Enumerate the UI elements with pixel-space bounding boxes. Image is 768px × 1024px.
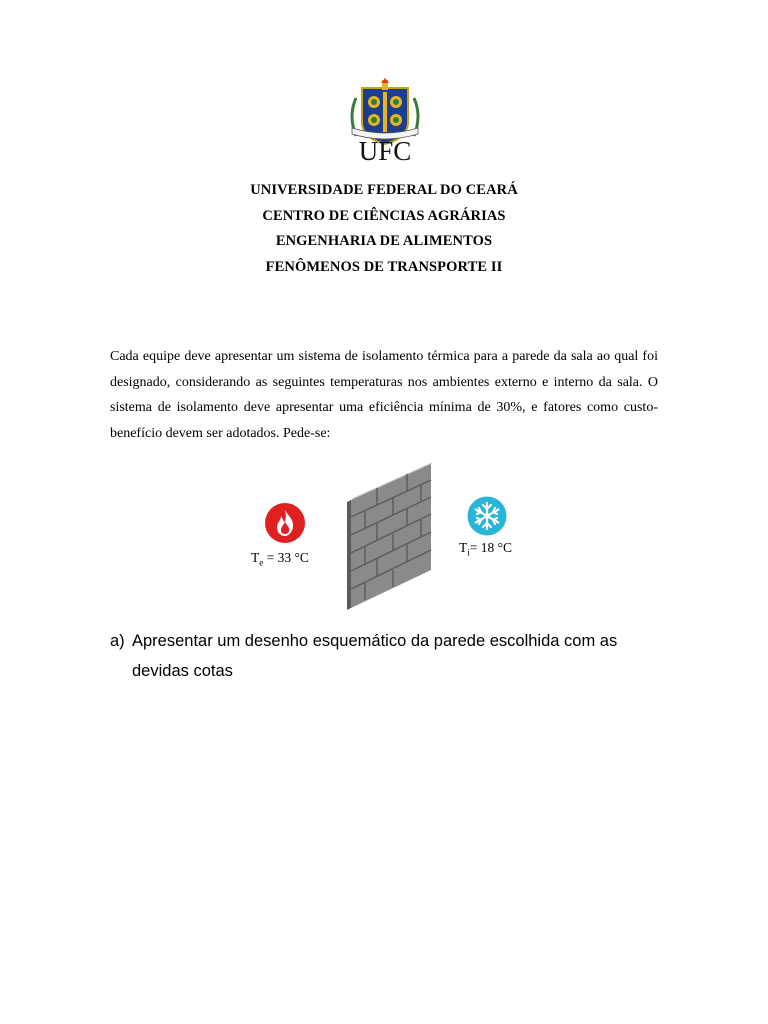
internal-temperature: $T_i= 18$ °C: [459, 540, 513, 558]
ufc-logo-text: UFC: [358, 136, 412, 166]
course-name: ENGENHARIA DE ALIMENTOS: [275, 233, 493, 249]
snowflake-icon: [467, 496, 507, 536]
external-temperature: $T_e = 33$ °C: [251, 550, 309, 568]
question-text: Apresentar um desenho esquemático da parede escolhida com as devidas cotas: [132, 632, 618, 680]
brick-wall-illustration: [347, 460, 437, 610]
center-name: CENTRO DE CIÊNCIAS AGRÁRIAS: [262, 208, 506, 224]
university-name: UNIVERSIDADE FEDERAL DO CEARÁ: [250, 182, 518, 198]
question-marker: a): [110, 632, 125, 650]
instructions-paragraph: Cada equipe deve apresentar um sistema de isolamento térmica para a parede da sala ao qual foi designado, considerando as seguintes temperaturas nos ambientes externo e interno da sala. O sistema de isolamento deve apresentar uma eficiência mínima de 30%, e fatores como custo-benefício devem ser adotados. Pede-se:: [110, 349, 658, 441]
flame-icon: [264, 502, 306, 544]
wall-figure: [245, 460, 535, 610]
subject-name: FENÔMENOS DE TRANSPORTE II: [265, 259, 503, 275]
